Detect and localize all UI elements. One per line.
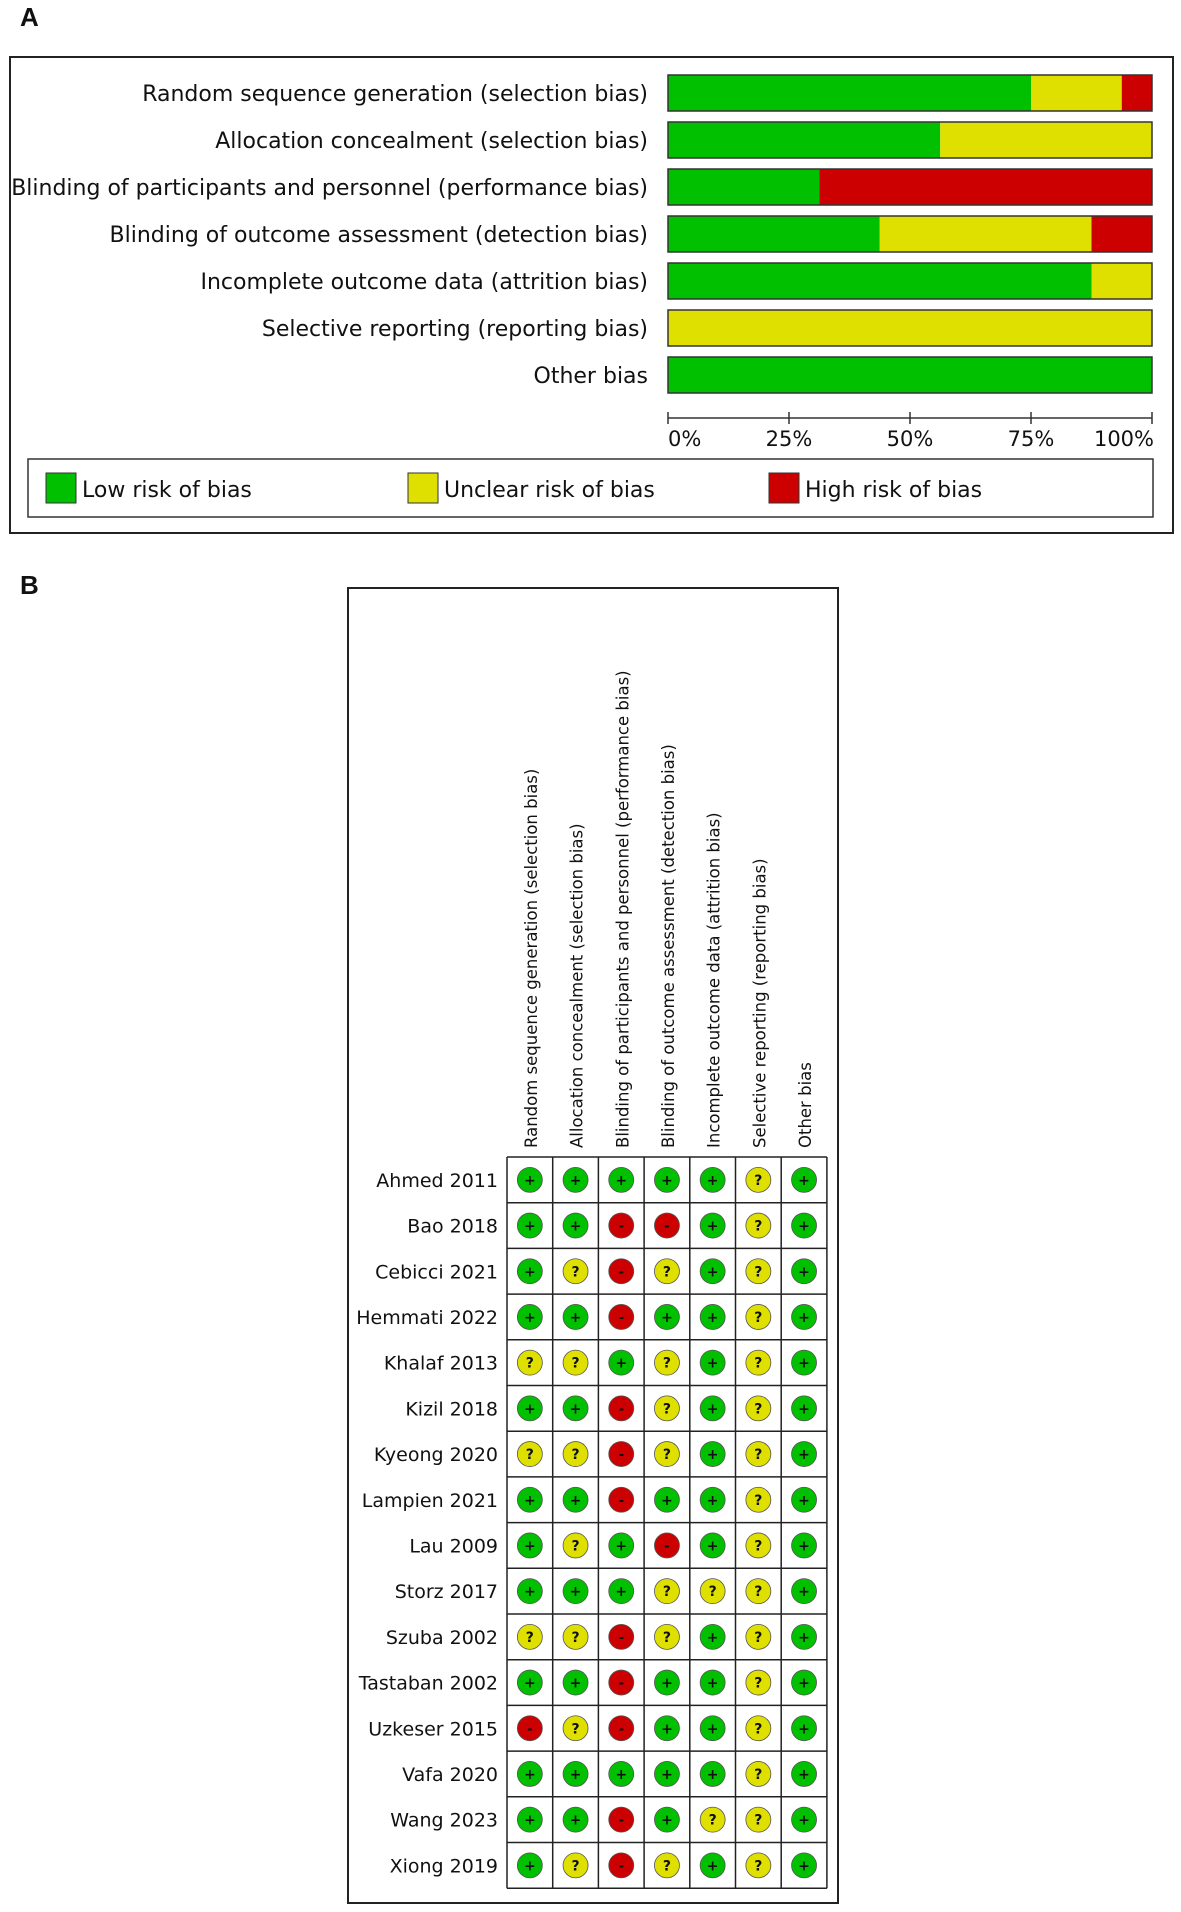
rating-symbol: + <box>706 1766 719 1783</box>
rating-symbol: + <box>798 1309 810 1326</box>
rating-symbol: ? <box>525 1629 534 1646</box>
rating-symbol: + <box>798 1218 810 1235</box>
rating-cell-unclear <box>746 1259 771 1284</box>
x-tick-label: 75% <box>1007 427 1055 451</box>
column-header: Random sequence generation (selection bias) <box>521 768 541 1148</box>
rating-symbol: - <box>618 1629 625 1646</box>
rating-cell-low <box>563 1761 588 1786</box>
rating-symbol: + <box>706 1309 719 1326</box>
rating-symbol: + <box>523 1218 536 1235</box>
study-label: Xiong 2019 <box>389 1855 498 1878</box>
legend-label: High risk of bias <box>805 478 983 503</box>
rating-symbol: + <box>798 1858 810 1875</box>
rating-cell-unclear <box>654 1350 679 1375</box>
rating-symbol: + <box>523 1584 536 1601</box>
rating-cell-unclear <box>654 1442 679 1467</box>
rating-cell-low <box>517 1670 542 1695</box>
rating-cell-low <box>792 1624 817 1649</box>
column-header: Selective reporting (reporting bias) <box>750 858 770 1148</box>
rating-cell-unclear <box>563 1350 588 1375</box>
rating-symbol: + <box>523 1492 536 1509</box>
rating-symbol: + <box>798 1675 810 1692</box>
rating-cell-low <box>792 1533 817 1558</box>
rating-symbol: ? <box>571 1538 580 1555</box>
rating-symbol: + <box>706 1172 719 1189</box>
rating-cell-low <box>517 1761 542 1786</box>
rating-symbol: ? <box>754 1766 763 1783</box>
bar-category-label: Incomplete outcome data (attrition bias) <box>200 270 648 295</box>
rating-symbol: ? <box>571 1264 580 1281</box>
rating-symbol: ? <box>754 1447 763 1464</box>
rating-symbol: + <box>615 1355 628 1372</box>
rating-cell-unclear <box>563 1716 588 1741</box>
rating-symbol: + <box>798 1172 810 1189</box>
rating-cell-low <box>517 1533 542 1558</box>
rating-symbol: + <box>569 1218 582 1235</box>
rating-cell-high <box>654 1533 679 1558</box>
rating-cell-unclear <box>746 1396 771 1421</box>
rating-cell-unclear <box>517 1350 542 1375</box>
rating-symbol: ? <box>662 1401 672 1418</box>
rating-cell-low <box>792 1853 817 1878</box>
rating-symbol: ? <box>754 1218 763 1235</box>
rating-cell-low <box>700 1442 725 1467</box>
rating-cell-low <box>654 1670 679 1695</box>
x-tick-label: 100% <box>1093 427 1154 451</box>
rating-cell-low <box>792 1259 817 1284</box>
rating-cell-low <box>563 1304 588 1329</box>
rating-cell-low <box>792 1442 817 1467</box>
rating-cell-unclear <box>746 1442 771 1467</box>
rating-symbol: + <box>569 1172 582 1189</box>
rating-symbol: + <box>798 1538 810 1555</box>
rating-symbol: ? <box>571 1858 580 1875</box>
rating-cell-low <box>517 1304 542 1329</box>
rating-cell-low <box>700 1533 725 1558</box>
rating-symbol: + <box>706 1858 719 1875</box>
rating-cell-low <box>563 1807 588 1832</box>
rating-cell-low <box>517 1853 542 1878</box>
rating-cell-high <box>609 1807 634 1832</box>
bar-category-label: Selective reporting (reporting bias) <box>261 317 648 342</box>
rating-symbol: ? <box>571 1721 580 1738</box>
rating-symbol: + <box>706 1629 719 1646</box>
rating-symbol: + <box>523 1401 536 1418</box>
rating-cell-unclear <box>746 1167 771 1192</box>
rating-cell-low <box>700 1624 725 1649</box>
rating-symbol: ? <box>662 1858 672 1875</box>
study-label: Ahmed 2011 <box>376 1169 498 1192</box>
rating-symbol: + <box>798 1629 810 1646</box>
rating-symbol: - <box>618 1721 625 1738</box>
x-tick-label: 50% <box>886 427 934 451</box>
rating-cell-low <box>563 1670 588 1695</box>
rating-symbol: + <box>706 1721 719 1738</box>
rating-cell-unclear <box>654 1259 679 1284</box>
rating-cell-low <box>700 1716 725 1741</box>
rating-symbol: + <box>661 1492 673 1509</box>
rating-cell-unclear <box>654 1624 679 1649</box>
bar-category-label: Blinding of outcome assessment (detection bias) <box>109 223 648 248</box>
rating-cell-unclear <box>746 1624 771 1649</box>
rating-cell-unclear <box>746 1670 771 1695</box>
rating-symbol: + <box>661 1309 673 1326</box>
rating-cell-unclear <box>746 1487 771 1512</box>
rating-symbol: ? <box>754 1172 763 1189</box>
rating-cell-unclear <box>563 1259 588 1284</box>
rating-cell-low <box>792 1579 817 1604</box>
study-label: Khalaf 2013 <box>383 1352 498 1375</box>
rating-cell-low <box>517 1579 542 1604</box>
rating-cell-low <box>654 1167 679 1192</box>
rating-cell-low <box>792 1487 817 1512</box>
rating-symbol: ? <box>754 1492 763 1509</box>
rating-cell-high <box>609 1853 634 1878</box>
rating-symbol: + <box>615 1172 628 1189</box>
rating-symbol: + <box>661 1766 673 1783</box>
rating-symbol: ? <box>662 1355 672 1372</box>
rating-cell-high <box>609 1716 634 1741</box>
rating-symbol: - <box>618 1218 625 1235</box>
rating-cell-high <box>609 1487 634 1512</box>
rating-symbol: + <box>706 1538 719 1555</box>
rating-symbol: + <box>706 1218 719 1235</box>
rating-cell-low <box>517 1167 542 1192</box>
rating-symbol: + <box>798 1721 810 1738</box>
rating-cell-low <box>609 1761 634 1786</box>
rating-cell-low <box>700 1487 725 1512</box>
rating-symbol: ? <box>525 1355 534 1372</box>
rating-cell-low <box>792 1167 817 1192</box>
rating-cell-unclear <box>654 1396 679 1421</box>
rating-cell-high <box>609 1304 634 1329</box>
rating-cell-low <box>700 1167 725 1192</box>
panel-a-label: A <box>20 2 39 32</box>
study-label: Szuba 2002 <box>385 1626 498 1649</box>
rating-cell-low <box>700 1213 725 1238</box>
rating-cell-low <box>517 1487 542 1512</box>
rating-cell-low <box>792 1304 817 1329</box>
rating-symbol: + <box>569 1675 582 1692</box>
rating-cell-low <box>792 1716 817 1741</box>
column-header: Incomplete outcome data (attrition bias) <box>704 812 724 1148</box>
legend-label: Low risk of bias <box>82 478 252 503</box>
rating-symbol: ? <box>662 1584 672 1601</box>
rating-symbol: ? <box>754 1264 763 1281</box>
bar-category-label: Random sequence generation (selection bias) <box>142 82 648 107</box>
study-label: Storz 2017 <box>394 1581 498 1604</box>
rating-symbol: + <box>523 1538 536 1555</box>
rating-symbol: + <box>569 1812 582 1829</box>
rating-cell-low <box>700 1304 725 1329</box>
bar-category-label: Blinding of participants and personnel (performance bias) <box>11 176 648 201</box>
study-label: Bao 2018 <box>407 1215 498 1238</box>
rating-symbol: + <box>661 1675 673 1692</box>
rating-cell-low <box>792 1761 817 1786</box>
rating-symbol: + <box>706 1355 719 1372</box>
rating-symbol: + <box>523 1172 536 1189</box>
rating-symbol: - <box>618 1675 625 1692</box>
rating-symbol: ? <box>754 1309 763 1326</box>
rating-cell-low <box>563 1579 588 1604</box>
rating-cell-unclear <box>746 1716 771 1741</box>
rating-symbol: + <box>798 1401 810 1418</box>
rating-cell-low <box>654 1761 679 1786</box>
rating-cell-low <box>700 1853 725 1878</box>
study-label: Vafa 2020 <box>402 1763 498 1786</box>
rating-cell-high <box>609 1396 634 1421</box>
study-label: Uzkeser 2015 <box>368 1718 498 1741</box>
rating-symbol: + <box>615 1584 628 1601</box>
x-tick-label: 25% <box>765 427 813 451</box>
rating-cell-unclear <box>654 1579 679 1604</box>
rating-cell-unclear <box>517 1624 542 1649</box>
rating-symbol: + <box>569 1766 582 1783</box>
rating-cell-unclear <box>746 1533 771 1558</box>
study-label: Kyeong 2020 <box>373 1444 498 1467</box>
rating-cell-low <box>609 1167 634 1192</box>
rating-cell-low <box>517 1259 542 1284</box>
rating-symbol: ? <box>525 1447 534 1464</box>
rating-symbol: + <box>798 1584 810 1601</box>
column-header: Allocation concealment (selection bias) <box>567 823 587 1148</box>
rating-cell-unclear <box>746 1304 771 1329</box>
rating-symbol: ? <box>754 1629 763 1646</box>
rating-symbol: - <box>618 1492 625 1509</box>
rating-cell-low <box>517 1213 542 1238</box>
rating-cell-low <box>654 1487 679 1512</box>
rating-symbol: + <box>523 1675 536 1692</box>
rating-symbol: - <box>664 1218 670 1235</box>
panel-b-label: B <box>20 570 39 600</box>
rating-cell-high <box>609 1213 634 1238</box>
rating-symbol: + <box>523 1264 536 1281</box>
rating-symbol: + <box>523 1309 536 1326</box>
rating-cell-low <box>654 1304 679 1329</box>
rating-cell-low <box>792 1350 817 1375</box>
rating-cell-low <box>700 1259 725 1284</box>
study-label: Wang 2023 <box>390 1809 498 1832</box>
rating-cell-low <box>609 1350 634 1375</box>
rating-symbol: - <box>618 1812 625 1829</box>
rating-symbol: + <box>798 1355 810 1372</box>
study-label: Lampien 2021 <box>361 1489 498 1512</box>
rating-symbol: ? <box>754 1401 763 1418</box>
column-header: Other bias <box>796 1062 816 1148</box>
rating-symbol: ? <box>662 1629 672 1646</box>
rating-symbol: + <box>706 1401 719 1418</box>
rating-cell-low <box>654 1716 679 1741</box>
study-label: Hemmati 2022 <box>356 1306 498 1329</box>
rating-symbol: ? <box>662 1447 672 1464</box>
rating-symbol: ? <box>571 1355 580 1372</box>
rating-cell-low <box>792 1213 817 1238</box>
rating-cell-low <box>700 1670 725 1695</box>
rating-symbol: ? <box>662 1264 672 1281</box>
study-label: Tastaban 2002 <box>358 1672 498 1695</box>
rating-cell-high <box>654 1213 679 1238</box>
column-header: Blinding of participants and personnel (performance bias) <box>613 670 633 1148</box>
rating-cell-low <box>517 1396 542 1421</box>
rating-symbol: - <box>526 1721 533 1738</box>
rating-cell-low <box>517 1807 542 1832</box>
rating-cell-low <box>563 1167 588 1192</box>
rating-symbol: + <box>615 1766 628 1783</box>
rating-symbol: - <box>618 1401 625 1418</box>
rating-cell-low <box>700 1350 725 1375</box>
rating-symbol: + <box>798 1492 810 1509</box>
rating-symbol: ? <box>708 1584 717 1601</box>
rating-cell-unclear <box>746 1853 771 1878</box>
rating-symbol: + <box>569 1584 582 1601</box>
rating-symbol: + <box>706 1675 719 1692</box>
rating-cell-low <box>563 1213 588 1238</box>
rating-symbol: ? <box>754 1584 763 1601</box>
rating-cell-unclear <box>700 1579 725 1604</box>
rating-symbol: + <box>569 1309 582 1326</box>
rating-symbol: + <box>798 1766 810 1783</box>
rating-symbol: + <box>569 1492 582 1509</box>
study-label: Kizil 2018 <box>405 1398 498 1421</box>
rating-symbol: ? <box>754 1355 763 1372</box>
rating-cell-unclear <box>563 1624 588 1649</box>
rating-cell-low <box>563 1487 588 1512</box>
rating-symbol: + <box>615 1538 628 1555</box>
rating-cell-high <box>609 1670 634 1695</box>
rating-symbol: + <box>661 1721 673 1738</box>
rating-symbol: + <box>706 1492 719 1509</box>
rating-symbol: + <box>569 1401 582 1418</box>
rating-cell-high <box>609 1442 634 1467</box>
rating-cell-low <box>700 1396 725 1421</box>
column-header: Blinding of outcome assessment (detection bias) <box>658 744 678 1148</box>
bar-category-label: Other bias <box>533 364 648 389</box>
study-label: Cebicci 2021 <box>375 1261 498 1284</box>
rating-cell-low <box>792 1807 817 1832</box>
rating-symbol: ? <box>754 1675 763 1692</box>
rating-symbol: - <box>618 1309 625 1326</box>
rating-symbol: ? <box>571 1447 580 1464</box>
rating-cell-low <box>792 1670 817 1695</box>
rating-cell-low <box>609 1533 634 1558</box>
rating-symbol: ? <box>708 1812 717 1829</box>
rating-symbol: - <box>664 1538 670 1555</box>
rating-symbol: ? <box>754 1721 763 1738</box>
study-label: Lau 2009 <box>409 1535 498 1558</box>
rating-symbol: ? <box>754 1538 763 1555</box>
bar-category-label: Allocation concealment (selection bias) <box>215 129 648 154</box>
rating-cell-high <box>609 1259 634 1284</box>
rating-cell-unclear <box>700 1807 725 1832</box>
rating-symbol: + <box>798 1812 810 1829</box>
rating-symbol: + <box>523 1766 536 1783</box>
rating-cell-low <box>609 1579 634 1604</box>
rating-cell-unclear <box>563 1533 588 1558</box>
x-tick-label: 0% <box>668 427 702 451</box>
rating-symbol: - <box>618 1447 625 1464</box>
rating-cell-low <box>792 1396 817 1421</box>
rating-cell-high <box>517 1716 542 1741</box>
rating-symbol: + <box>706 1447 719 1464</box>
rating-cell-unclear <box>563 1853 588 1878</box>
rating-cell-low <box>654 1807 679 1832</box>
rating-symbol: + <box>661 1172 673 1189</box>
rating-cell-unclear <box>517 1442 542 1467</box>
rating-cell-low <box>563 1396 588 1421</box>
rating-symbol: + <box>706 1264 719 1281</box>
rating-cell-high <box>609 1624 634 1649</box>
rating-symbol: - <box>618 1858 625 1875</box>
rating-cell-unclear <box>746 1350 771 1375</box>
rating-cell-unclear <box>746 1579 771 1604</box>
rating-symbol: + <box>798 1264 810 1281</box>
rating-symbol: ? <box>754 1858 763 1875</box>
rating-symbol: ? <box>571 1629 580 1646</box>
rating-symbol: ? <box>754 1812 763 1829</box>
rating-symbol: + <box>661 1812 673 1829</box>
rating-symbol: - <box>618 1264 625 1281</box>
rating-cell-unclear <box>563 1442 588 1467</box>
rating-symbol: + <box>523 1812 536 1829</box>
rating-cell-unclear <box>746 1213 771 1238</box>
rating-cell-unclear <box>654 1853 679 1878</box>
rating-symbol: + <box>798 1447 810 1464</box>
rating-symbol: + <box>523 1858 536 1875</box>
rating-cell-unclear <box>746 1807 771 1832</box>
rating-cell-low <box>700 1761 725 1786</box>
legend-label: Unclear risk of bias <box>444 478 655 503</box>
rating-cell-unclear <box>746 1761 771 1786</box>
